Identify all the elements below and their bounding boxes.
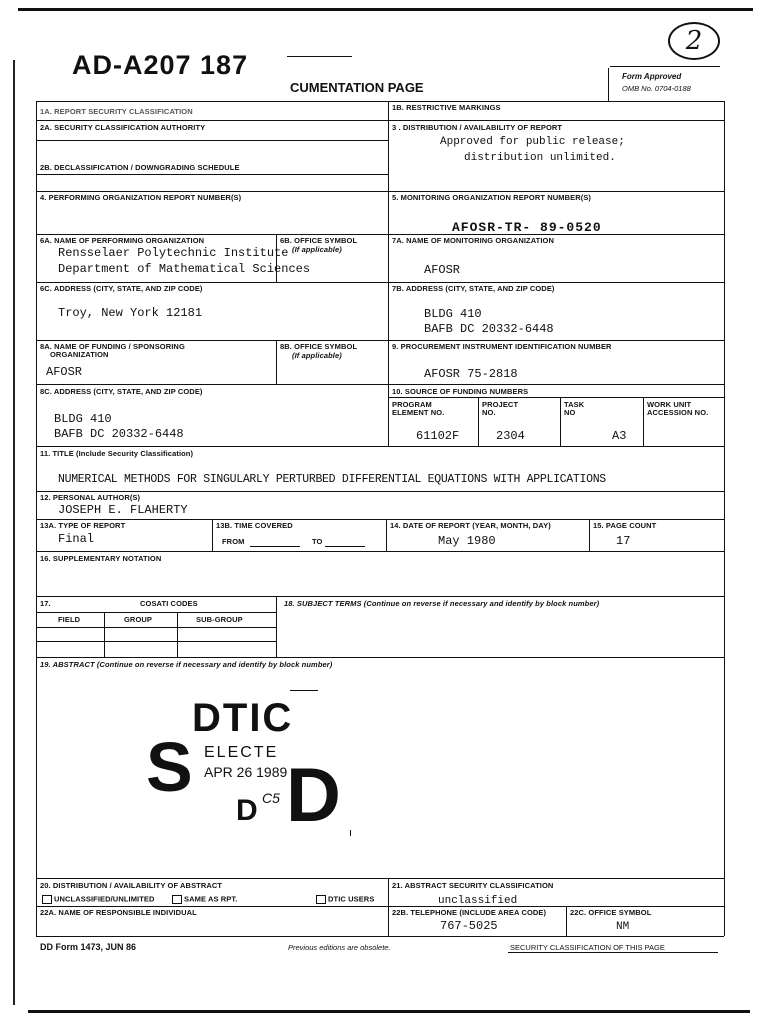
field-6b-sub: (If applicable) — [292, 245, 342, 254]
funding-address-line-1: BLDG 410 — [54, 412, 112, 426]
field-16-label: 16. SUPPLEMENTARY NOTATION — [40, 554, 162, 563]
field-column-label: FIELD — [58, 615, 81, 624]
field-1a-label: 1A. REPORT SECURITY CLASSIFICATION — [40, 107, 193, 116]
stamp-s: S — [146, 728, 193, 806]
time-to-label: TO — [312, 537, 323, 546]
scan-top-border — [18, 8, 753, 11]
time-from-label: FROM — [222, 537, 245, 546]
page-title: CUMENTATION PAGE — [290, 80, 424, 95]
field-10-label: 10. SOURCE OF FUNDING NUMBERS — [392, 387, 529, 396]
procurement-number: AFOSR 75-2818 — [424, 367, 518, 381]
stamp-date: APR 26 1989 — [204, 764, 288, 780]
personal-author: JOSEPH E. FLAHERTY — [58, 503, 188, 517]
field-22c-label: 22C. OFFICE SYMBOL — [570, 908, 652, 917]
field-21-label: 21. ABSTRACT SECURITY CLASSIFICATION — [392, 881, 554, 890]
same-as-rpt-checkbox[interactable] — [172, 895, 182, 904]
unclassified-unlimited-text: UNCLASSIFIED/UNLIMITED — [54, 894, 155, 904]
abstract-classification: unclassified — [438, 895, 518, 907]
field-20-label: 20. DISTRIBUTION / AVAILABILITY OF ABSTRACT — [40, 881, 223, 890]
monitoring-address-line-1: BLDG 410 — [424, 307, 482, 321]
field-19-label: 19. ABSTRACT (Continue on reverse if necessary and identify by block number) — [40, 660, 333, 669]
field-22a-label: 22A. NAME OF RESPONSIBLE INDIVIDUAL — [40, 908, 197, 917]
task-label-2: NO — [564, 408, 576, 417]
field-22b-label: 22B. TELEPHONE (INCLUDE AREA CODE) — [392, 908, 547, 917]
monitoring-report-number: AFOSR-TR- 89-0520 — [452, 220, 602, 235]
field-7b-label: 7B. ADDRESS (CITY, STATE, AND ZIP CODE) — [392, 284, 555, 293]
scan-left-border — [13, 60, 15, 1005]
work-unit-label-2: ACCESSION NO. — [647, 408, 709, 417]
field-14-label: 14. DATE OF REPORT (YEAR, MONTH, DAY) — [390, 521, 551, 530]
report-type: Final — [58, 532, 95, 546]
report-date: May 1980 — [438, 534, 496, 548]
field-8b-sub: (If applicable) — [292, 351, 342, 360]
field-2b-label: 2B. DECLASSIFICATION / DOWNGRADING SCHEDULE — [40, 163, 240, 172]
project-label: PROJECT — [482, 400, 519, 409]
group-column-label: GROUP — [124, 615, 153, 624]
field-8a-label-2: ORGANIZATION — [50, 350, 109, 359]
funding-org: AFOSR — [46, 365, 83, 379]
field-13b-label: 13B. TIME COVERED — [216, 521, 293, 530]
cosati-codes-label: COSATI CODES — [140, 599, 198, 608]
field-6b-label: 6B. OFFICE SYMBOL — [280, 236, 358, 245]
field-9-label: 9. PROCUREMENT INSTRUMENT IDENTIFICATION NUMBER — [392, 342, 612, 351]
office-symbol: NM — [616, 921, 630, 933]
dtic-users-checkbox[interactable] — [316, 895, 326, 904]
project-label-2: NO. — [482, 408, 496, 417]
work-unit-label: WORK UNIT — [647, 400, 692, 409]
performing-org-line-1: Rensselaer Polytechnic Institute — [58, 246, 289, 260]
project-value: 2304 — [496, 429, 525, 443]
task-value: A3 — [612, 429, 627, 443]
report-title: NUMERICAL METHODS FOR SINGULARLY PERTURBED DIFFERENTIAL EQUATIONS WITH APPLICATIONS — [58, 473, 606, 486]
program-element-value: 61102F — [416, 429, 460, 443]
field-8c-label: 8C. ADDRESS (CITY, STATE, AND ZIP CODE) — [40, 387, 203, 396]
form-id: DD Form 1473, JUN 86 — [40, 942, 137, 952]
field-12-label: 12. PERSONAL AUTHOR(S) — [40, 493, 141, 502]
distribution-line-1: Approved for public release; — [440, 136, 625, 148]
telephone: 767-5025 — [440, 919, 498, 933]
handwritten-copy-number: 2 — [668, 22, 720, 60]
monitoring-org: AFOSR — [424, 263, 461, 277]
field-2a-label: 2A. SECURITY CLASSIFICATION AUTHORITY — [40, 123, 206, 132]
unclassified-unlimited-checkbox[interactable] — [42, 895, 52, 904]
monitoring-address-line-2: BAFB DC 20332-6448 — [424, 322, 554, 336]
field-4-label: 4. PERFORMING ORGANIZATION REPORT NUMBER(S) — [40, 193, 242, 202]
field-11-label: 11. TITLE (Include Security Classification) — [40, 449, 194, 458]
subgroup-column-label: SUB-GROUP — [196, 615, 243, 624]
dtic-users-text: DTIC USERS — [328, 894, 375, 904]
dtic-users-option[interactable] — [316, 895, 374, 904]
same-as-rpt-text: SAME AS RPT. — [184, 894, 238, 904]
program-element-label-2: ELEMENT NO. — [392, 408, 445, 417]
dtic-text: DTIC — [192, 696, 294, 740]
field-17-label: 17. — [40, 599, 51, 608]
scan-bottom-border — [28, 1010, 750, 1013]
performing-org-address: Troy, New York 12181 — [58, 306, 203, 320]
stamp-d-big: D — [286, 753, 341, 838]
distribution-line-2: distribution unlimited. — [464, 152, 616, 164]
field-7a-label: 7A. NAME OF MONITORING ORGANIZATION — [392, 236, 554, 245]
form-approved: Form Approved — [622, 72, 682, 81]
field-13a-label: 13A. TYPE OF REPORT — [40, 521, 126, 530]
ad-number: AD-A207 187 — [72, 50, 249, 80]
field-3-label: 3 . DISTRIBUTION / AVAILABILITY OF REPORT — [392, 123, 563, 132]
security-classification-footer: SECURITY CLASSIFICATION OF THIS PAGE — [510, 943, 665, 952]
same-as-rpt-option[interactable] — [172, 895, 237, 904]
electe-text: ELECTE — [204, 744, 279, 761]
field-8b-label: 8B. OFFICE SYMBOL — [280, 342, 358, 351]
field-6c-label: 6C. ADDRESS (CITY, STATE, AND ZIP CODE) — [40, 284, 203, 293]
field-5-label: 5. MONITORING ORGANIZATION REPORT NUMBER(S) — [392, 193, 592, 202]
performing-org-line-2: Department of Mathematical Sciences — [58, 262, 311, 276]
field-15-label: 15. PAGE COUNT — [593, 521, 657, 530]
stamp-d-small: D — [236, 794, 258, 827]
program-element-label: PROGRAM — [392, 400, 432, 409]
omb-number: OMB No. 0704-0188 — [622, 84, 691, 93]
task-label: TASK — [564, 400, 585, 409]
stamp-mark: C5 — [262, 790, 280, 806]
field-18-label: 18. SUBJECT TERMS (Continue on reverse if necessary and identify by block number) — [284, 599, 600, 608]
unclassified-unlimited-option[interactable] — [42, 895, 155, 904]
page-count: 17 — [616, 534, 631, 548]
previous-editions: Previous editions are obsolete. — [288, 943, 391, 952]
field-8a-label: 8A. NAME OF FUNDING / SPONSORING — [40, 342, 185, 351]
field-6a-label: 6A. NAME OF PERFORMING ORGANIZATION — [40, 236, 205, 245]
dtic-stamp — [140, 680, 360, 860]
field-1b-label: 1B. RESTRICTIVE MARKINGS — [392, 103, 501, 112]
funding-address-line-2: BAFB DC 20332-6448 — [54, 427, 184, 441]
